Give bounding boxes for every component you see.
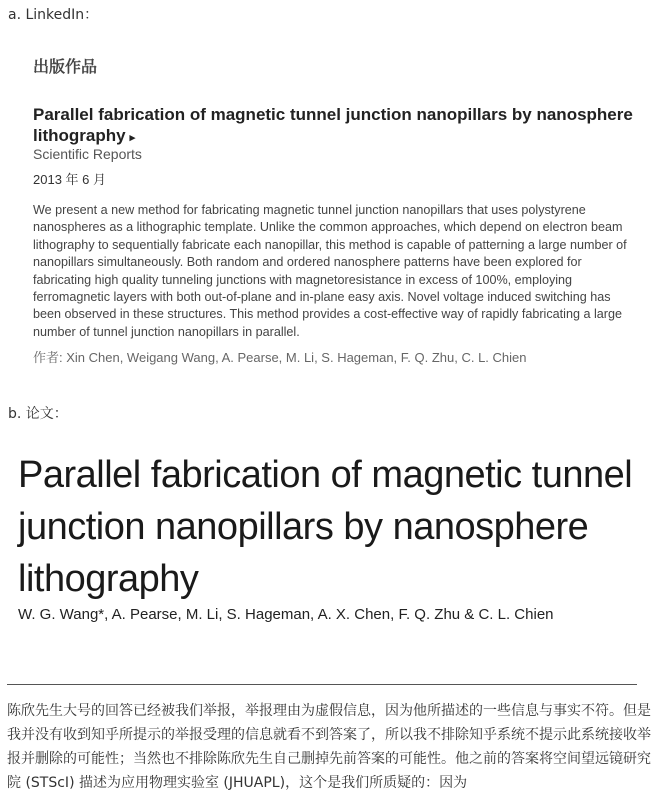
comment-paragraph: 陈欣先生大号的回答已经被我们举报，举报理由为虚假信息，因为他所描述的一些信息与事实不符。但是我并没有收到知乎所提示的举报受理的信息就看不到答案了，所以我不排除知乎系统不提示此系统接收举报并删除的可能性；当然也不排除陈欣先生自己删掉先前答案的可能性。他之前的答案将空间望远镜研究院 (STScI) 描述为应用物理实验室 (JHUAPL)，这个是我们所质疑的：因为 [7, 703, 651, 791]
linkedin-section-title: 出版作品 [33, 57, 98, 76]
linkedin-authors: 作者: Xin Chen, Weigang Wang, A. Pearse, M. Li, S. Hageman, F. Q. Zhu, C. L. Chien [33, 350, 527, 365]
linkedin-journal: Scientific Reports [33, 146, 142, 162]
linkedin-date: 2013 年 6 月 [33, 172, 106, 187]
paper-title: Parallel fabrication of magnetic tunnel junction nanopillars by nanosphere lithography [18, 454, 633, 600]
label-a: a. LinkedIn： [8, 7, 99, 23]
publication-title-text[interactable]: Parallel fabrication of magnetic tunnel junction nanopillars by nanosphere lithography [33, 105, 633, 145]
divider [7, 684, 637, 685]
expand-arrow-icon[interactable]: ▸ [129, 132, 136, 144]
paper-authors: W. G. Wang*, A. Pearse, M. Li, S. Hageman, A. X. Chen, F. Q. Zhu & C. L. Chien [18, 606, 554, 623]
linkedin-abstract: We present a new method for fabricating magnetic tunnel junction nanopillars that uses polystyrene nanospheres as a lithographic template. Unlike the common approaches, which depend on electron beam lithography to sequentially fabricate each nanopillar, this method is capable of patterning a large number of nanopillars simultaneously. Both random and ordered nanosphere patterns have been explored for fabricating high quality tunneling junctions with magnetoresistance in excess of 100%, employing ferromagnetic layers with both out-of-plane and in-plane easy axis. Novel voltage induced switching has been observed in these structures. This method provides a cost-effective way of rapidly fabricating a large number of tunnel junction nanopillars in parallel. [33, 203, 627, 339]
label-b: b. 论文： [8, 406, 68, 422]
linkedin-publication-title[interactable] [33, 104, 638, 149]
